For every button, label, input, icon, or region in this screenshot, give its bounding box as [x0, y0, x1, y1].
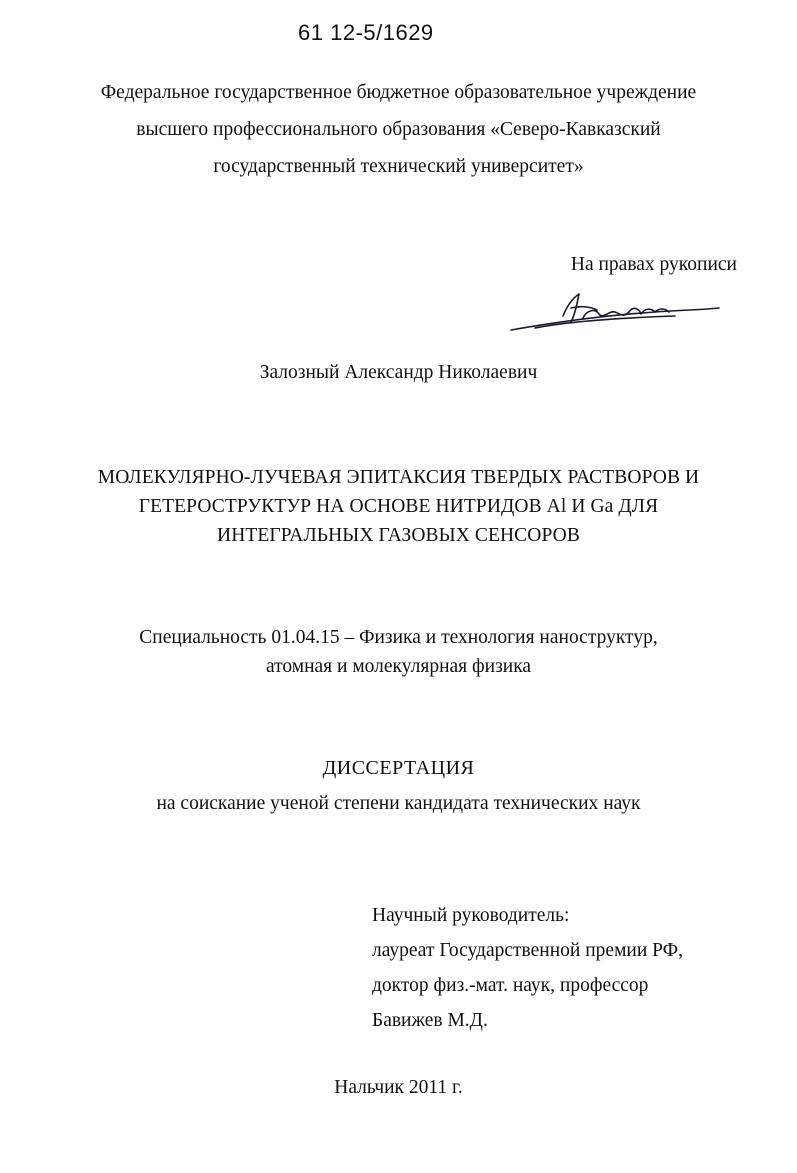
advisor-line-1: лауреат Государственной премии РФ,: [372, 940, 683, 961]
advisor-line-2: доктор физ.-мат. наук, профессор: [372, 975, 649, 996]
title-line-1: МОЛЕКУЛЯРНО-ЛУЧЕВАЯ ЭПИТАКСИЯ ТВЕРДЫХ РАСТВОРОВ И: [97, 467, 700, 488]
manuscript-rights-note: На правах рукописи: [570, 254, 737, 275]
title-line-3: ИНТЕГРАЛЬНЫХ ГАЗОВЫХ СЕНСОРОВ: [217, 525, 580, 546]
dissertation-heading: ДИССЕРТАЦИЯ: [322, 757, 475, 779]
organization-block: [0, 74, 797, 185]
specialty-block: [0, 623, 797, 681]
specialty-line-2: атомная и молекулярная физика: [265, 656, 532, 677]
dissertation-title: [0, 463, 797, 550]
organization-line-2: высшего профессионального образования «Северо-Кавказский: [136, 119, 661, 140]
organization-line-3: государственный технический университет»: [213, 156, 584, 177]
place-and-year: Нальчик 2011 г.: [334, 1077, 463, 1098]
advisor-name: Бавижев М.Д.: [372, 1010, 488, 1031]
archive-stamp-number: 61 12-5/1629: [298, 20, 434, 45]
handwritten-signature: [505, 288, 725, 338]
organization-line-1: Федеральное государственное бюджетное образовательное учреждение: [100, 82, 697, 103]
advisor-block: [372, 898, 683, 1038]
author-name: Залозный Александр Николаевич: [259, 362, 538, 383]
dissertation-degree-subtitle: на соискание ученой степени кандидата технических наук: [156, 793, 641, 814]
specialty-line-1: Специальность 01.04.15 – Физика и технология наноструктур,: [139, 627, 658, 648]
title-line-2: ГЕТЕРОСТРУКТУР НА ОСНОВЕ НИТРИДОВ Al И Ga ДЛЯ: [138, 496, 659, 517]
advisor-label: Научный руководитель:: [372, 905, 570, 926]
